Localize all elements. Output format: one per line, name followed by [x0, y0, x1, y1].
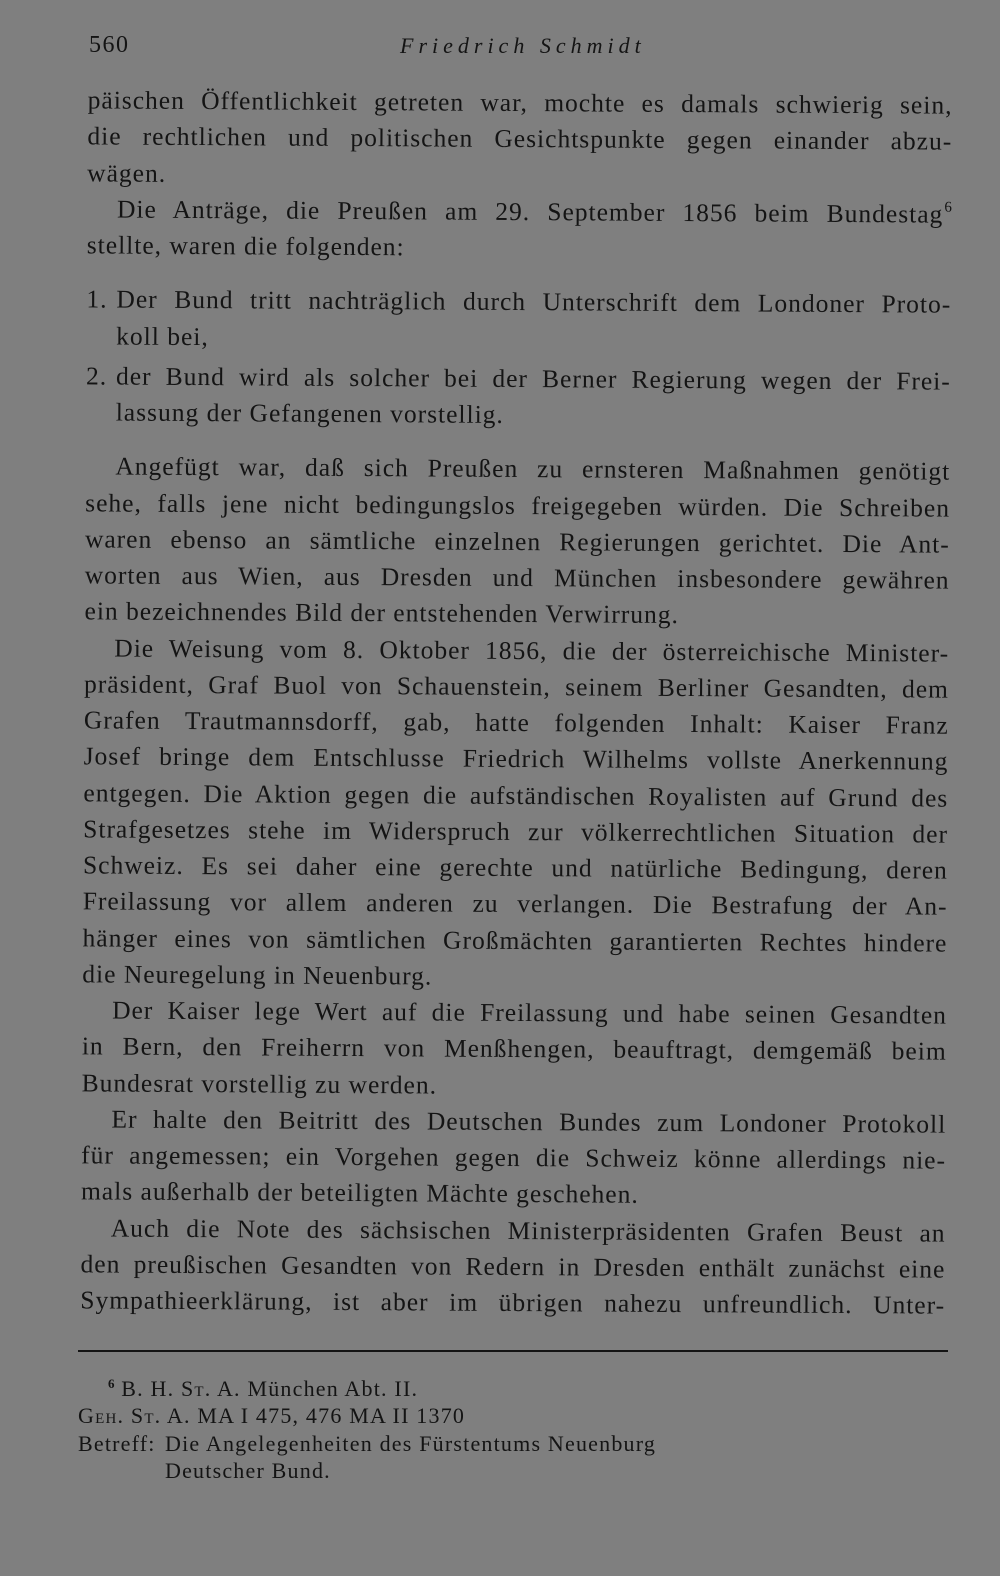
text-line: ein bezeichnendes Bild der entstehenden Verwirrung.	[84, 596, 679, 630]
footnote-marker: 6	[108, 1376, 115, 1391]
footnotes	[78, 1375, 948, 1484]
text-line: die rechtlichen und politischen Gesichtspunkte gegen einander abzu-	[87, 121, 953, 156]
footnote-source-abbreviation: B. H. St. A.	[121, 1376, 241, 1401]
footnote-line	[78, 1375, 948, 1402]
paragraph	[82, 630, 949, 998]
paragraph	[81, 1101, 947, 1215]
footnote-line	[78, 1402, 948, 1429]
list-number: 2.	[85, 361, 108, 391]
paragraph	[87, 82, 953, 196]
text-line: worten aus Wien, aus Dresden und München insbesondere gewähren	[84, 560, 950, 595]
text-line: koll bei,	[116, 321, 209, 351]
text-line: waren ebenso an sämtliche einzelnen Regierungen gerichtet. Die Ant-	[84, 524, 950, 559]
text-line: sehe, falls jene nicht bedingungslos freigegeben würden. Die Schreiben	[85, 487, 951, 523]
footnote-line: Deutscher Bund.	[165, 1457, 331, 1483]
text-line: Der Kaiser lege Wert auf die Freilassung und habe seinen Gesandten	[112, 995, 948, 1030]
paragraph	[84, 449, 950, 636]
text-line: päischen Öffentlichkeit getreten war, mochte es damals schwierig sein,	[87, 85, 953, 120]
text-line: den preußischen Gesandten von Redern in Dresden enthält zunächst eine	[80, 1249, 946, 1284]
text-line	[87, 191, 952, 233]
footnote-reference: 6	[944, 199, 952, 216]
text-line: hänger eines von sämtlichen Großmächten garantierten Rechtes hindere	[82, 922, 948, 958]
footnote-rule	[78, 1350, 948, 1352]
text-line: in Bern, den Freiherrn von Menßhengen, beauftragt, demgemäß beim	[81, 1031, 947, 1066]
running-title: Friedrich Schmidt	[400, 33, 646, 58]
text-line: Strafgesetzes stehe im Widerspruch zur völkerrechtlichen Situation der	[83, 814, 949, 849]
text-line: wägen.	[87, 157, 167, 188]
text-line: Freilassung vor allem anderen zu verlangen. Die Bestrafung der An-	[82, 886, 948, 921]
text-line: für angemessen; ein Vorgehen gegen die Schweiz könne allerdings nie-	[81, 1140, 947, 1175]
text-line: Schweiz. Es sei daher eine gerechte und natürliche Bedingung, deren	[82, 850, 948, 885]
paragraph	[87, 191, 952, 269]
footnote-subject-label: Betreff:	[78, 1430, 156, 1456]
page-number: 560	[89, 32, 130, 58]
paragraph	[82, 992, 948, 1106]
text-line: Auch die Note des sächsischen Ministerpräsidenten Grafen Beust an	[110, 1213, 946, 1248]
text-line: Angefügt war, daß sich Preußen zu ernsteren Maßnahmen genötigt	[115, 451, 951, 486]
text-line: Der Bund tritt nachträglich durch Unterschrift dem Londoner Proto-	[116, 284, 952, 319]
text-line: entgegen. Die Aktion gegen die aufständischen Royalisten auf Grund des	[83, 777, 949, 813]
text-line: stellte, waren die folgenden:	[86, 230, 405, 262]
text-line: die Neuregelung in Neuenburg.	[82, 959, 433, 991]
list-item	[86, 282, 951, 360]
footnote-line: Die Angelegenheiten des Fürstentums Neuenburg	[165, 1430, 657, 1456]
body-text	[80, 82, 953, 1324]
paragraph	[80, 1210, 946, 1324]
footnote-source-text: MA I 475, 476 MA II 1370	[197, 1403, 466, 1429]
footnote-source-text: München Abt. II.	[247, 1376, 419, 1401]
text-line: Die Weisung vom 8. Oktober 1856, die der österreichische Minister-	[114, 633, 950, 668]
text-line: der Bund wird als solcher bei der Berner Regierung wegen der Frei-	[115, 361, 951, 396]
text-line-content: Die Anträge, die Preußen am 29. September 1856 beim Bundestag	[116, 194, 944, 229]
text-line: präsident, Graf Buol von Schauenstein, seinem Berliner Gesandten, dem	[84, 669, 950, 704]
footnote-subject	[78, 1430, 948, 1485]
list-number: 1.	[86, 284, 108, 314]
text-line: mals außerhalb der beteiligten Mächte geschehen.	[80, 1176, 639, 1210]
footnote-source-abbreviation: Geh. St. A.	[78, 1403, 191, 1429]
numbered-list	[86, 282, 952, 436]
footnote-subject-text	[165, 1430, 656, 1485]
text-line: Er halte den Beitritt des Deutschen Bundes zum Londoner Protokoll	[111, 1104, 947, 1139]
text-line: Josef bringe dem Entschlusse Friedrich Wilhelms vollste Anerkennung	[83, 741, 949, 776]
text-line: Grafen Trautmannsdorff, gab, hatte folgenden Inhalt: Kaiser Franz	[83, 705, 949, 740]
text-line: Sympathieerklärung, ist aber im übrigen nahezu unfreundlich. Unter-	[80, 1285, 946, 1320]
text-line: lassung der Gefangenen vorstellig.	[115, 397, 504, 429]
list-item	[86, 358, 951, 436]
text-line: Bundesrat vorstellig zu werden.	[81, 1067, 438, 1100]
